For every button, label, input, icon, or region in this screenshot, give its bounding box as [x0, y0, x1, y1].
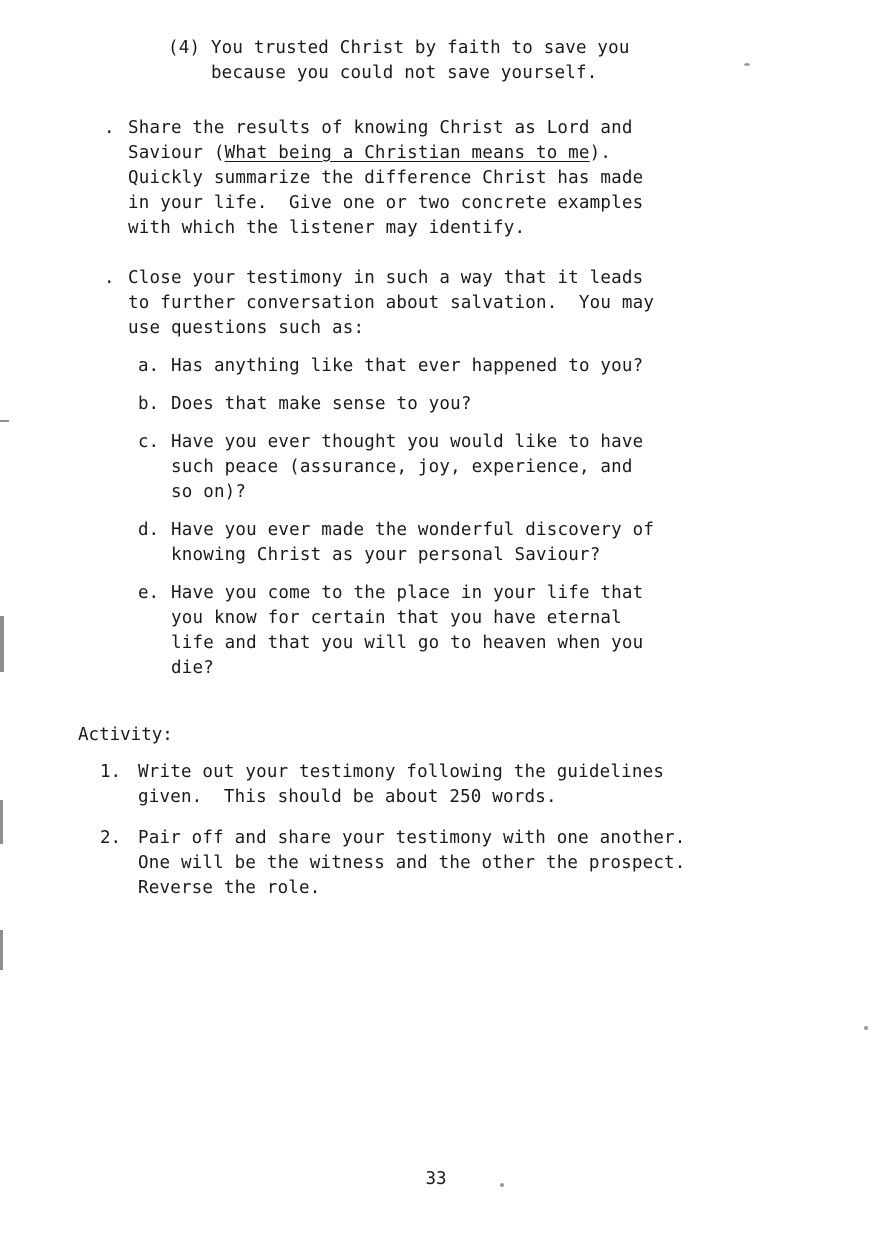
- list-item: [138, 518, 654, 568]
- question-b-line-1: Does that make sense to you?: [171, 394, 472, 414]
- bullet-body: [128, 266, 654, 341]
- list-item: [138, 430, 654, 505]
- bullet-close-testimony: [104, 266, 654, 341]
- question-c-line-3: so on)?: [171, 482, 247, 502]
- scan-artifact-left-2: [0, 616, 4, 672]
- question-e-line-3: life and that you will go to heaven when you: [171, 633, 644, 653]
- question-label-d: d.: [138, 520, 160, 540]
- bullet-share-results: [104, 116, 643, 241]
- question-body-c: [171, 430, 654, 505]
- bullet-line-1: Share the results of knowing Christ as Lord and: [128, 118, 633, 138]
- activity-body-1: [138, 760, 686, 810]
- bullet-line-2-prefix: Saviour (: [128, 143, 225, 163]
- question-e-line-2: you know for certain that you have eternal: [171, 608, 622, 628]
- bullet-line-2-underlined-title: What being a Christian means to me: [224, 143, 590, 163]
- activity-label-1: 1.: [100, 762, 122, 782]
- activity-body-2: [138, 826, 686, 901]
- activity-2-line-3: Reverse the role.: [138, 878, 321, 898]
- question-a-line-1: Has anything like that ever happened to you?: [171, 356, 644, 376]
- bullet-line-4: in your life. Give one or two concrete examples: [128, 193, 644, 213]
- activity-heading: Activity:: [78, 725, 173, 745]
- activity-list: [100, 760, 686, 917]
- activity-2-line-1: Pair off and share your testimony with one another.: [138, 828, 686, 848]
- scan-speck-right: [864, 1026, 868, 1030]
- bullet-line-3: Quickly summarize the difference Christ has made: [128, 168, 644, 188]
- question-body-b: [171, 392, 654, 417]
- question-body-d: [171, 518, 654, 568]
- bullet-marker: .: [104, 268, 115, 288]
- scan-artifact-left-1: [0, 420, 9, 422]
- list-item: [100, 826, 686, 901]
- scan-speck-top-right: [744, 63, 750, 66]
- page-number: 33: [425, 1169, 447, 1189]
- question-body-e: [171, 581, 654, 681]
- question-body-a: [171, 354, 654, 379]
- list-item: [100, 760, 686, 810]
- bullet-line-1: Close your testimony in such a way that it leads: [128, 268, 644, 288]
- question-label-e: e.: [138, 583, 160, 603]
- scan-artifact-left-3: [0, 800, 3, 844]
- list-item: [138, 392, 654, 417]
- question-label-b: b.: [138, 394, 160, 414]
- bullet-marker: .: [104, 118, 115, 138]
- list-item: [138, 354, 654, 379]
- question-list: [138, 354, 654, 694]
- intro-line-1: (4) You trusted Christ by faith to save you: [168, 38, 630, 58]
- bullet-line-2: [128, 141, 643, 166]
- bullet-line-5: with which the listener may identify.: [128, 218, 526, 238]
- bullet-line-2: to further conversation about salvation. You may: [128, 293, 655, 313]
- intro-line-2: because you could not save yourself.: [168, 63, 598, 83]
- question-c-line-2: such peace (assurance, joy, experience, and: [171, 457, 633, 477]
- bullet-body: [128, 116, 643, 241]
- bullet-line-2-suffix: ).: [589, 143, 612, 163]
- activity-1-line-1: Write out your testimony following the guidelines: [138, 762, 665, 782]
- activity-label-2: 2.: [100, 828, 122, 848]
- question-label-c: c.: [138, 432, 160, 452]
- bullet-line-3: use questions such as:: [128, 318, 365, 338]
- question-label-a: a.: [138, 356, 160, 376]
- question-e-line-4: die?: [171, 658, 214, 678]
- activity-2-line-2: One will be the witness and the other the prospect.: [138, 853, 686, 873]
- question-c-line-1: Have you ever thought you would like to have: [171, 432, 644, 452]
- intro-block: [168, 36, 630, 86]
- question-d-line-2: knowing Christ as your personal Saviour?: [171, 545, 601, 565]
- activity-1-line-2: given. This should be about 250 words.: [138, 787, 557, 807]
- question-e-line-1: Have you come to the place in your life that: [171, 583, 644, 603]
- scan-artifact-left-4: [0, 930, 3, 970]
- question-d-line-1: Have you ever made the wonderful discovery of: [171, 520, 655, 540]
- list-item: [138, 581, 654, 681]
